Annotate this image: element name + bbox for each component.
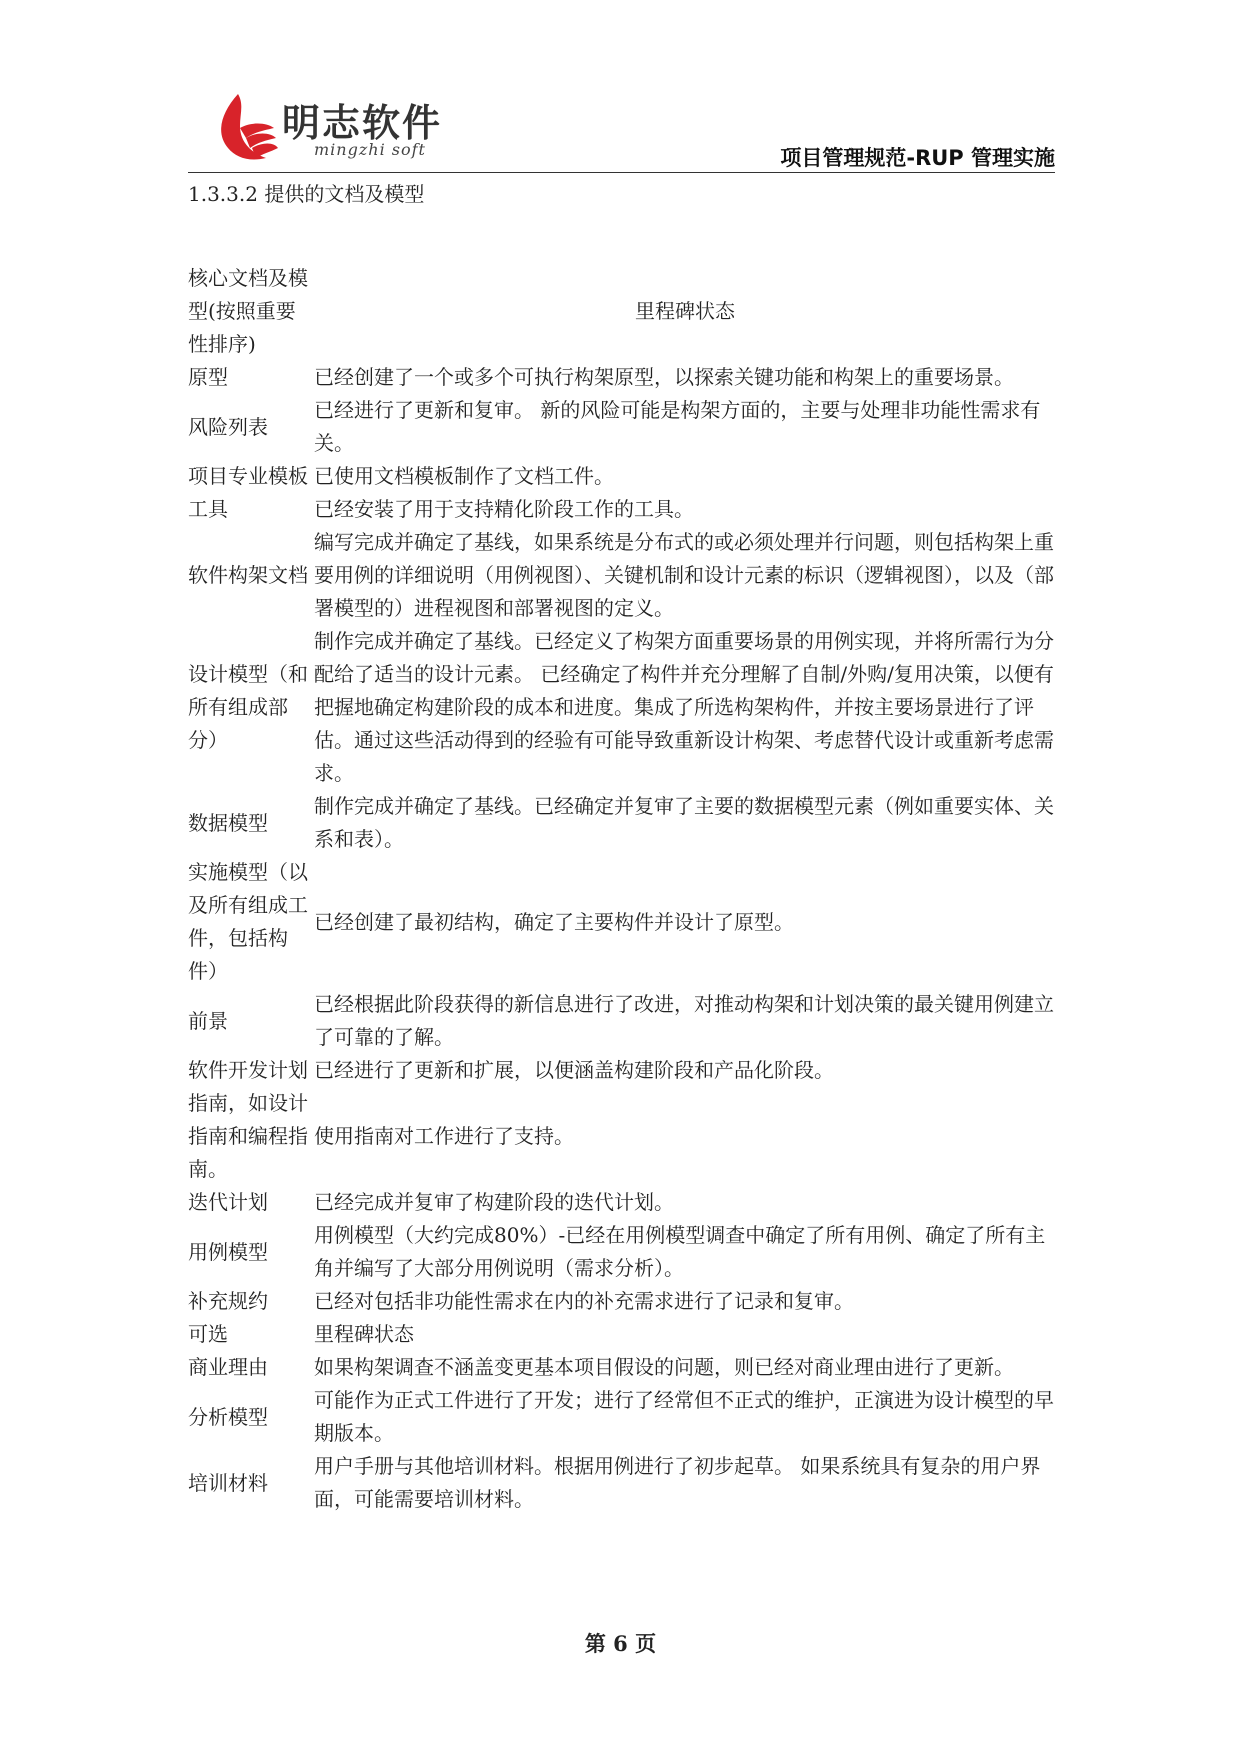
row-name-cell: 工具 bbox=[188, 497, 228, 521]
row-status-cell: 用户手册与其他培训材料。根据用例进行了初步起草。 如果系统具有复杂的用户界面，可能需要培训材料。 bbox=[314, 1454, 1041, 1511]
table-row bbox=[188, 1087, 1056, 1186]
row-status-cell: 已经进行了更新和扩展，以便涵盖构建阶段和产品化阶段。 bbox=[314, 1058, 834, 1082]
table-row bbox=[188, 625, 1056, 790]
table-row bbox=[188, 1318, 1056, 1351]
table-row bbox=[188, 526, 1056, 625]
table-row bbox=[188, 1054, 1056, 1087]
row-status-cell: 已经完成并复审了构建阶段的迭代计划。 bbox=[314, 1190, 674, 1214]
row-name-cell: 软件构架文档 bbox=[188, 563, 308, 587]
row-status-cell: 制作完成并确定了基线。已经定义了构架方面重要场景的用例实现，并将所需行为分配给了适当的设计元素。 已经确定了构件并充分理解了自制/外购/复用决策，以便有把握地确定构建阶段的成本和进度。集成了所选构架构件，并按主要场景进行了评估。通过这些活动得到的经验有可能导致重新设计构架、考虑替代设计或重新考虑需求。 bbox=[314, 629, 1054, 785]
row-status-cell: 已经创建了一个或多个可执行构架原型，以探索关键功能和构架上的重要场景。 bbox=[314, 365, 1014, 389]
row-name-cell: 培训材料 bbox=[188, 1470, 268, 1495]
row-status-cell: 已使用文档模板制作了文档工件。 bbox=[314, 464, 614, 488]
table-row bbox=[188, 1285, 1056, 1318]
row-name-cell: 前景 bbox=[188, 1008, 228, 1033]
row-status-cell: 已经根据此阶段获得的新信息进行了改进，对推动构架和计划决策的最关键用例建立了可靠的了解。 bbox=[314, 992, 1054, 1049]
row-name-cell: 分析模型 bbox=[188, 1404, 268, 1429]
table-row bbox=[188, 1186, 1056, 1219]
logo-name: 明志软件 bbox=[282, 101, 443, 145]
row-status-cell: 编写完成并确定了基线，如果系统是分布式的或必须处理并行问题，则包括构架上重要用例的详细说明（用例视图）、关键机制和设计元素的标识（逻辑视图），以及（部署模型的）进程视图和部署视图的定义。 bbox=[314, 530, 1054, 620]
table-row bbox=[188, 460, 1056, 493]
table-row bbox=[188, 988, 1056, 1054]
row-status-cell: 用例模型（大约完成80%）-已经在用例模型调查中确定了所有用例、确定了所有主角并编写了大部分用例说明（需求分析）。 bbox=[314, 1223, 1046, 1280]
row-status-cell: 已经对包括非功能性需求在内的补充需求进行了记录和复审。 bbox=[314, 1289, 854, 1313]
table-row bbox=[188, 1219, 1056, 1285]
table-row bbox=[188, 1351, 1056, 1384]
table-row bbox=[188, 856, 1056, 988]
row-name-cell: 软件开发计划 bbox=[188, 1058, 308, 1082]
row-name-cell: 风险列表 bbox=[188, 414, 268, 439]
row-status-cell: 已经安装了用于支持精化阶段工作的工具。 bbox=[314, 497, 694, 521]
row-name-cell: 补充规约 bbox=[188, 1289, 268, 1313]
table-row bbox=[188, 361, 1056, 394]
row-status-cell: 制作完成并确定了基线。已经确定并复审了主要的数据模型元素（例如重要实体、关系和表）。 bbox=[314, 794, 1054, 851]
row-status-cell: 已经进行了更新和复审。 新的风险可能是构架方面的，主要与处理非功能性需求有关。 bbox=[314, 398, 1041, 455]
table-row bbox=[188, 394, 1056, 460]
table-row bbox=[188, 1384, 1056, 1450]
row-name-cell: 迭代计划 bbox=[188, 1190, 268, 1214]
row-name-cell: 设计模型（和所有组成部分） bbox=[188, 662, 308, 752]
table-row bbox=[188, 493, 1056, 526]
row-status-cell: 可能作为正式工件进行了开发；进行了经常但不正式的维护，正演进为设计模型的早期版本。 bbox=[314, 1388, 1054, 1445]
row-name-cell: 项目专业模板 bbox=[188, 464, 308, 488]
row-name-cell: 商业理由 bbox=[188, 1355, 268, 1379]
table-header-row bbox=[188, 262, 1056, 361]
milestone-table bbox=[188, 262, 1056, 1516]
header-status-cell: 里程碑状态 bbox=[635, 299, 735, 323]
table-row bbox=[188, 790, 1056, 856]
row-name-cell: 原型 bbox=[188, 365, 228, 389]
document-title: 项目管理规范-RUP 管理实施 bbox=[780, 146, 1055, 170]
row-name-cell: 实施模型（以及所有组成工件，包括构件） bbox=[188, 860, 308, 983]
row-name-cell: 用例模型 bbox=[188, 1239, 268, 1264]
section-title: 1.3.3.2 提供的文档及模型 bbox=[188, 182, 425, 206]
row-status-cell: 使用指南对工作进行了支持。 bbox=[314, 1124, 574, 1148]
page-number: 第 6 页 bbox=[584, 1631, 657, 1656]
table-row bbox=[188, 1450, 1056, 1516]
row-name-cell: 可选 bbox=[188, 1322, 228, 1346]
header-divider bbox=[188, 172, 1055, 173]
row-status-cell: 如果构架调查不涵盖变更基本项目假设的问题，则已经对商业理由进行了更新。 bbox=[314, 1355, 1014, 1379]
logo-subtitle: mingzhi soft bbox=[314, 140, 426, 159]
row-status-cell: 里程碑状态 bbox=[314, 1322, 414, 1346]
row-name-cell: 数据模型 bbox=[188, 810, 268, 835]
header-name-cell: 核心文档及模型(按照重要性排序) bbox=[188, 266, 308, 356]
row-status-cell: 已经创建了最初结构，确定了主要构件并设计了原型。 bbox=[314, 909, 794, 934]
row-name-cell: 指南，如设计指南和编程指南。 bbox=[188, 1091, 308, 1181]
